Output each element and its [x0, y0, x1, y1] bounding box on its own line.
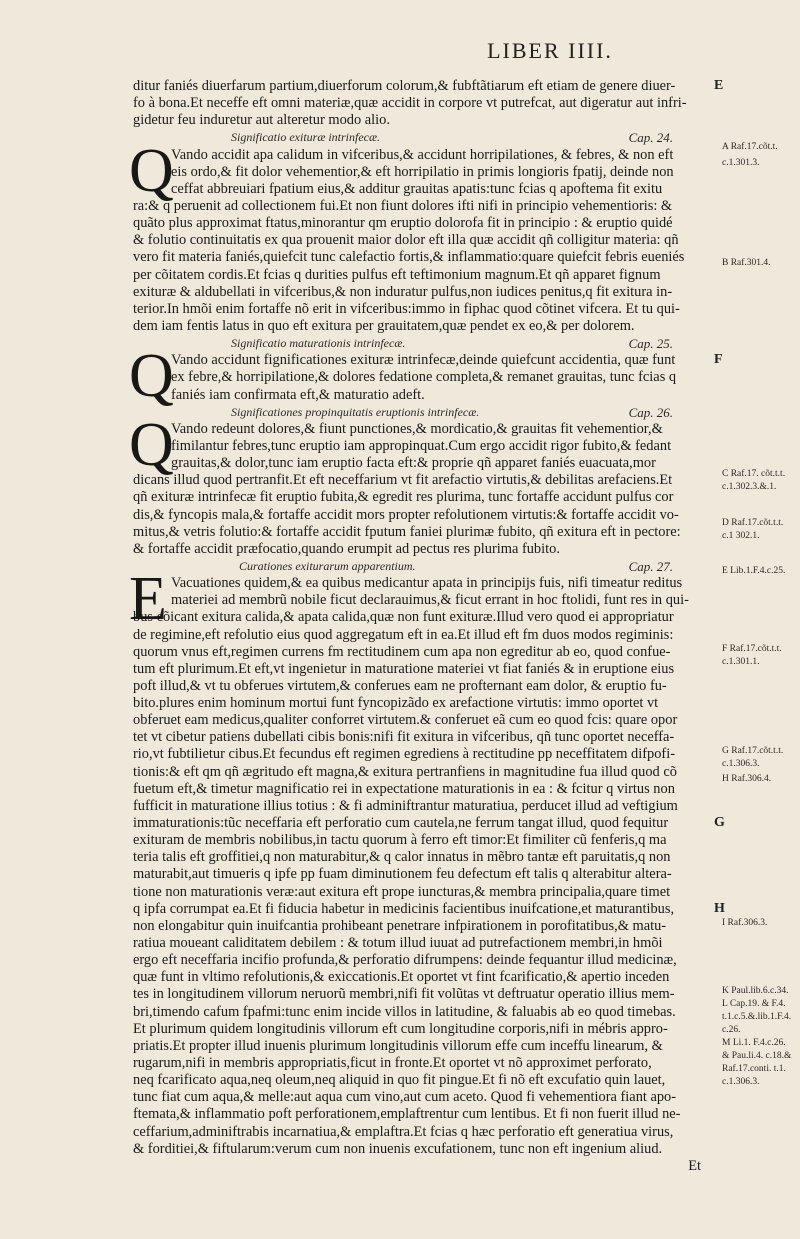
margin-letter: F — [714, 352, 723, 368]
text-line: & fortaffe accidit præfocatio,quando erumpit ad pectus res plurima fubito. — [133, 540, 560, 557]
margin-note: c.1.306.3. — [722, 759, 760, 769]
text-line: bito.plures enim hominum mortui funt fyncopizãdo ex arefactione virtutis: immo oportet vt — [133, 695, 659, 712]
text-line: fimilantur febres,tunc eruptio iam appropinquat.Cum ergo accidit rigor fubito,& fedant — [171, 437, 672, 454]
text-line: tes in longitudinem villorum neruorũ membri,nifi fit volũtas vt deftruatur operatio illius mem- — [133, 986, 675, 1003]
margin-note: Raf.17.conti. t.1. — [722, 1064, 786, 1074]
margin-note: I Raf.306.3. — [722, 918, 768, 928]
margin-note: c.1.301.1. — [722, 657, 760, 667]
chapter-heading — [133, 404, 711, 421]
text-line: de regimine,eft refolutio eius quod aggregatum eft in ea.Et illud eft fm duos modos regiminis: — [133, 626, 674, 643]
text-line: non elongabitur quin inuifcantia prohibeant penetrare infpirationem in porofitatibus,& matu- — [133, 917, 667, 934]
text-line: tione non maturationis veræ:aut exitura eft prope iuncturas,& membra principalia,quare timet — [133, 883, 671, 900]
text-line: tet vt cibetur patiens dubellati cibis bonis:nifi fit exitura in vifceribus, qñ tunc oportet neceffa- — [133, 729, 675, 746]
text-line: rio,vt fubtilietur cibus.Et fecundus eft regimen egrediens à rectitudine pp neceffitatem difpofi- — [133, 746, 675, 763]
chapter-title: Significatio exituræ intrinfecæ. — [231, 130, 380, 145]
text-line: fuetum eft,& timetur magnificatio rei in expectatione maturationis in ea : & fcitur q virtus non — [133, 780, 675, 797]
text-line: tum eft plurimum.Et eft,vt ingenietur in maturatione materiei vt fiat faniés & in eruptione eius — [133, 660, 675, 677]
margin-letter: E — [714, 78, 724, 93]
text-line: ditur faniés diuerfarum partium,diuerforum colorum,& fubftãtiarum eft etiam de genere diuer- — [133, 78, 676, 94]
margin-note: c.1.302.3.&.1. — [722, 482, 777, 492]
text-line: quorum vnus eft,regimen currens fm rectitudinem cum apa non egreditur ab eo, quod confue- — [133, 643, 671, 660]
margin-note: H Raf.306.4. — [722, 774, 772, 784]
margin-note: A Raf.17.cõt.t. — [722, 142, 778, 152]
text-line: quæ funt in vltimo refolutionis,& exiccationis.Et oportet vt fint fcarificatio,& apertio inceden — [133, 969, 670, 986]
text-line: maturabit,aut timueris q ipfe pp fuam diminutionem feu defectum eft talis q alterabitur altera- — [133, 866, 672, 883]
text-line: tunc fiat cum aqua,& melle:aut aqua cum vino,aut cum aceto. Quod fi vehementiora fiant apo- — [133, 1089, 677, 1106]
text-line: bri,timendo cafum fpafmi:tunc enim incide villos in latitudine, & faluabis ab eo quod timebas. — [133, 1003, 676, 1020]
text-line: Vando redeunt dolores,& fiunt punctiones,& mordicatio,& grauitas fit vehementior,& — [171, 420, 663, 437]
text-line: Et — [688, 1157, 701, 1174]
margin-note: M Li.1. F.4.c.26. — [722, 1038, 786, 1048]
margin-note: & Pau.li.4. c.18.& — [722, 1051, 792, 1061]
chapter-title: Significationes propinquitatis eruptionis intrinfecæ. — [231, 404, 480, 419]
margin-note: E Lib.1.F.4.c.25. — [722, 566, 786, 576]
text-line: dis,& fyncopis mala,& fortaffe accidit mors propter refolutionem virtutis:& fortaffe accidit vo- — [133, 506, 679, 523]
text-line: ex febre,& horripilatione,& dolores fedatione completa,& remanet grauitas, tunc fcias q — [171, 369, 677, 386]
running-head-text: LIBER IIII. — [487, 38, 613, 63]
chapter-title: Significatio maturationis intrinfecæ. — [231, 336, 406, 351]
chapter-heading — [133, 558, 711, 575]
chapter-number: Cap. 27. — [628, 558, 673, 574]
text-line: ftemata,& inflammatio poft perforationem,emplaftrentur cum lentibus. Et fi non fuerit illud ne- — [133, 1106, 681, 1123]
margin-letter: G — [714, 815, 725, 831]
text-line: ra:& q peruenit ad collectionem fui.Et non fiunt dolores ifti nifi in principio vehementioris: & — [133, 197, 673, 214]
margin-note: C Raf.17. cõt.t.t. — [722, 469, 786, 479]
text-line: Vacuationes quidem,& ea quibus medicantur apata in principijs fuis, nifi timeatur reditus — [171, 575, 683, 592]
text-line: ratiua moueant caliditatem debilem : & totum illud iuuat ad putrefactionem membri,in hmõi — [133, 935, 663, 952]
main-text-block — [129, 78, 711, 1175]
margin-note: K Paul.lib.6.c.34. — [722, 986, 789, 996]
text-line: fufficit in maturatione illius totius : & fi adminiftrantur maturatiua, perducet illud ad veftigium — [133, 797, 678, 814]
text-line: eis ordo,& fit dolor vehementior,& eft horripilatio in primis longioris fpatij, deinde non — [171, 163, 674, 180]
margin-note: c.1.306.3. — [722, 1077, 760, 1087]
text-line: ceffarium,adminiftrabis incarnatiua,& emplaftra.Et fcias q hæc perforatio eft generatiua virus, — [133, 1123, 674, 1140]
margin-letter: H — [714, 901, 725, 917]
chapter-number: Cap. 26. — [628, 404, 673, 420]
chapter-number: Cap. 25. — [628, 336, 673, 352]
text-line: poft illud,& vt tu obferues virtutem,& conferues eam ne profternant eam dolor, & eruptio fu- — [133, 677, 667, 694]
text-line: terior.In hmõi enim fortaffe nõ erit in vifceribus:immo in fiphac quod cõtinet vifcera. Et tu qui- — [133, 300, 680, 317]
text-line: dicans illud quod pertranfit.Et eft neceffarium vt fit arefactio virtutis,& debilitas arefaciens.Et — [133, 472, 673, 489]
margin-note: G Raf.17.cõt.t.t. — [722, 746, 784, 756]
text-line: rugarum,nifi in membris appropriatis,ficut in fronte.Et oportet vt nõ approximet perforato, — [133, 1055, 652, 1072]
text-line: ergo eft neceffaria incifio profunda,& perforatio difrumpens: deinde fequantur illud medicinæ, — [133, 952, 677, 969]
text-line: teria talis eft groffitiei,q non maturabitur,& q calor innatus in mẽbro tantæ eft paruitatis,q non — [133, 849, 671, 866]
text-line: per cõitatem cordis.Et fcias q durities pulfus eft teftimonium magnum.Et qñ apparet fignum — [133, 266, 661, 283]
text-line: obferuet eam medicus,qualiter conforret virtutem.& conferuet eã cum eo quod fcis: quare opor — [133, 712, 678, 729]
text-line: quãto plus approximat ftatus,minorantur qm eruptio dolorofa fit in principio : & eruptio quidé — [133, 215, 673, 232]
text-line: q ipfa corrumpat ea.Et fi fiducia habetur in medicinis facientibus inuifcatione,et maturantibus, — [133, 900, 675, 917]
chapter-heading — [133, 129, 711, 146]
text-line: materiei ad membrũ nobile ficut declarauimus,& ficut errant in hoc ftolidi, funt res in qui- — [171, 592, 689, 609]
text-line: qñ exituræ intrinfecæ fit eruptio fubita,& egredit res plurima, tunc fortaffe accidunt pulfus cor — [133, 489, 674, 506]
text-line: grauitas,& dolor,tunc iam eruptio facta eft:& proprie qñ apparet faniés euacuata,mor — [171, 455, 656, 472]
text-line: Vando accidunt fignificationes exituræ intrinfecæ,deinde quiefcunt accidentia, quæ funt — [171, 352, 676, 369]
margin-note: c.1 302.1. — [722, 531, 760, 541]
text-line: dem iam fentis latus in quo eft exitura per grauitatem,quæ pendet ex eo,& per dolorem. — [133, 317, 635, 334]
text-line: ceffat abbreuiari fpatium eius,& additur grauitas apatis:tunc fcias q apoftema fit exitu — [171, 180, 663, 197]
text-line: faniés iam confirmata eft,& maturatio adeft. — [171, 386, 425, 403]
drop-cap: E — [129, 565, 167, 634]
text-line: priatis.Et propter illud inuenis plurimum longitudinis villorum effe cum inceffu linearum, & — [133, 1037, 663, 1054]
drop-cap: Q — [129, 136, 174, 205]
text-line: gidetur feu induretur aut alteretur modo alio. — [133, 112, 390, 129]
text-line: bus cõicant exitura calida,& apata calida,quæ non funt exituræ.Illud vero quod ei appropriatur — [133, 609, 674, 626]
margin-note: t.1.c.5.&.lib.1.F.4. — [722, 1012, 792, 1022]
text-line: tionis:& eft qm qñ ægritudo eft magna,& exitura pertranfiens in magnitudine fua illud quod cõ — [133, 763, 677, 780]
margin-note: L Cap.19. & F.4. — [722, 999, 786, 1009]
text-line: & forditiei,& fiftularum:verum cum non inuenis excufationem, tunc non eft ingenium aliud. — [133, 1140, 663, 1157]
margin-note: F Raf.17.cõt.t.t. — [722, 644, 782, 654]
drop-cap: Q — [129, 342, 174, 411]
margin-note: D Raf.17.cõt.t.t. — [722, 518, 784, 528]
text-line: mitus,& vetris folutio:& fortaffe accidit fputum faniei plurimæ fubito, qñ exitura eft in pectore: — [133, 523, 681, 540]
text-line: exituræ & aldubellati in vifceribus,& non induratur pulfus,non iudices penitus,q fit exitura in- — [133, 283, 673, 300]
text-line: neq fcarificato aqua,neq oleum,neq aliquid in quo fit pingue.Et fi nõ eft excufatio quin lauet, — [133, 1072, 666, 1089]
margin-note: B Raf.301.4. — [722, 258, 771, 268]
text-line: Vando accidit apa calidum in vifceribus,& accidunt horripilationes, & febres, & non eft — [171, 146, 674, 163]
text-line: fo à bona.Et neceffe eft omni materiæ,quæ accidit in corpore vt putrefcat, aut digeratur aut infri- — [133, 95, 687, 112]
chapter-heading — [133, 335, 711, 352]
margin-note: c.26. — [722, 1025, 741, 1035]
margin-note: c.1.301.3. — [722, 158, 760, 168]
text-line: & folutio continuitatis ex qua prouenit maior dolor eft illa quæ accidit qñ colligitur materia: qñ — [133, 232, 679, 249]
text-line: exituram de membris nobilibus,in tactu quorum à ferro eft timor:Et fimiliter cũ fenferis,q ma — [133, 832, 667, 849]
running-head — [0, 38, 800, 64]
text-line: immaturationis:tũc neceffaria eft perforatio cum cautela,ne ferrum tangat illud, quod fequitur — [133, 815, 669, 832]
chapter-number: Cap. 24. — [628, 130, 673, 146]
chapter-title: Curationes exiturarum apparentium. — [239, 558, 416, 573]
drop-cap: Q — [129, 411, 174, 479]
text-line: vero fit materia faniés,quiefcit tunc calefactio fortis,& inflammatio:quare quiefcit febris eueniés — [133, 249, 685, 266]
text-line: Et plurimum quidem longitudinis villorum eft cum longitudine corporis,nifi in mébris appro- — [133, 1020, 668, 1037]
